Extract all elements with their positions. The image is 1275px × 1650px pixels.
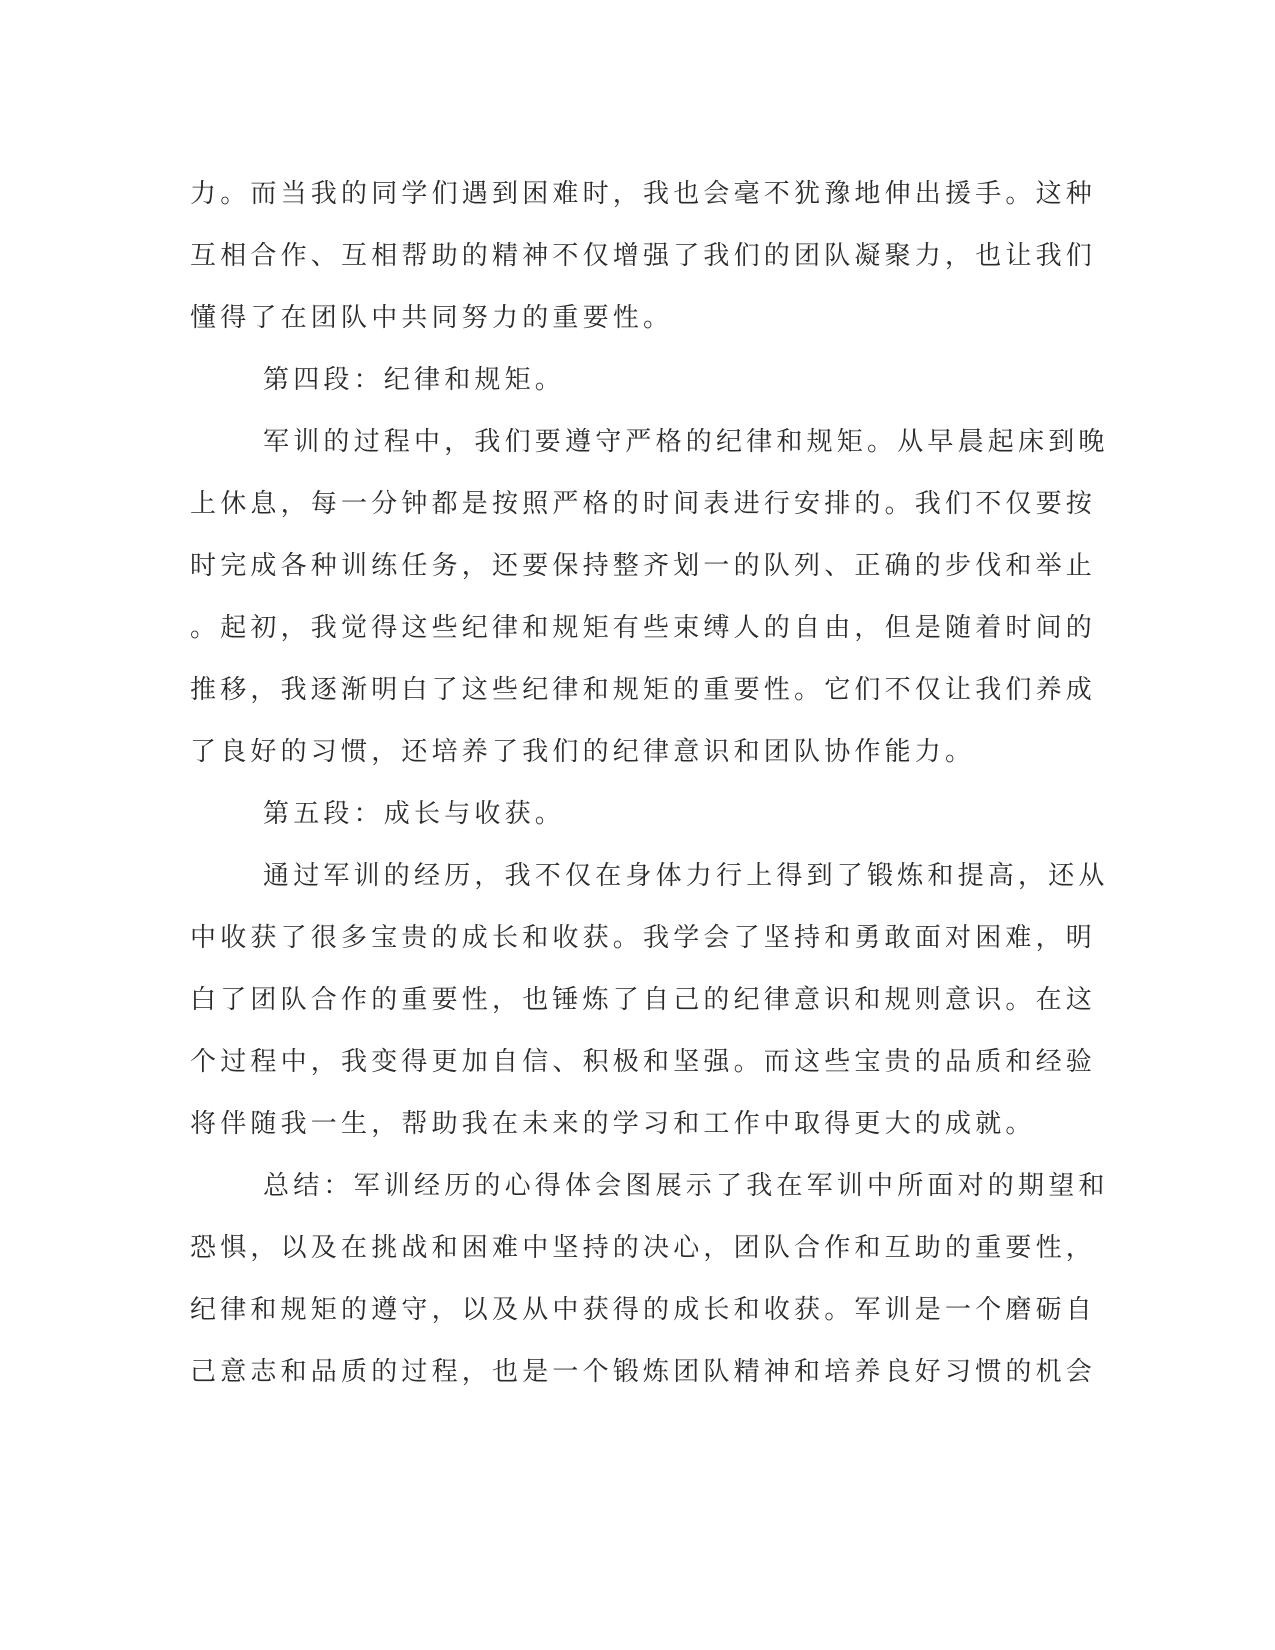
paragraph-line: 推移，我逐渐明白了这些纪律和规矩的重要性。它们不仅让我们养成 bbox=[190, 675, 1097, 705]
paragraph-line: 军训的过程中，我们要遵守严格的纪律和规矩。从早晨起床到晚 bbox=[263, 427, 1109, 457]
paragraph-line: 个过程中，我变得更加自信、积极和坚强。而这些宝贵的品质和经验 bbox=[190, 1047, 1097, 1077]
paragraph-line: 恐惧，以及在挑战和困难中坚持的决心，团队合作和互助的重要性， bbox=[190, 1233, 1097, 1263]
section-heading-4: 第四段：纪律和规矩。 bbox=[263, 365, 566, 395]
paragraph-line: 互相合作、互相帮助的精神不仅增强了我们的团队凝聚力，也让我们 bbox=[190, 241, 1097, 271]
paragraph-line: 己意志和品质的过程，也是一个锻炼团队精神和培养良好习惯的机会 bbox=[190, 1357, 1097, 1387]
paragraph-line: 通过军训的经历，我不仅在身体力行上得到了锻炼和提高，还从 bbox=[263, 861, 1109, 891]
paragraph-line: 中收获了很多宝贵的成长和收获。我学会了坚持和勇敢面对困难，明 bbox=[190, 923, 1097, 953]
paragraph-line: 懂得了在团队中共同努力的重要性。 bbox=[190, 303, 674, 333]
paragraph-line: 将伴随我一生，帮助我在未来的学习和工作中取得更大的成就。 bbox=[190, 1109, 1036, 1139]
paragraph-line: 白了团队合作的重要性，也锤炼了自己的纪律意识和规则意识。在这 bbox=[190, 985, 1097, 1015]
paragraph-line: 力。而当我的同学们遇到困难时，我也会毫不犹豫地伸出援手。这种 bbox=[190, 179, 1097, 209]
section-heading-5: 第五段：成长与收获。 bbox=[263, 799, 566, 829]
paragraph-line: 时完成各种训练任务，还要保持整齐划一的队列、正确的步伐和举止 bbox=[190, 551, 1097, 581]
paragraph-line: 了良好的习惯，还培养了我们的纪律意识和团队协作能力。 bbox=[190, 737, 976, 767]
paragraph-line: 。起初，我觉得这些纪律和规矩有些束缚人的自由，但是随着时间的 bbox=[190, 613, 1097, 643]
paragraph-line: 上休息，每一分钟都是按照严格的时间表进行安排的。我们不仅要按 bbox=[190, 489, 1097, 519]
paragraph-line: 纪律和规矩的遵守，以及从中获得的成长和收获。军训是一个磨砺自 bbox=[190, 1295, 1097, 1325]
summary-line: 总结：军训经历的心得体会图展示了我在军训中所面对的期望和 bbox=[263, 1171, 1109, 1201]
body-text bbox=[190, 163, 1109, 1403]
